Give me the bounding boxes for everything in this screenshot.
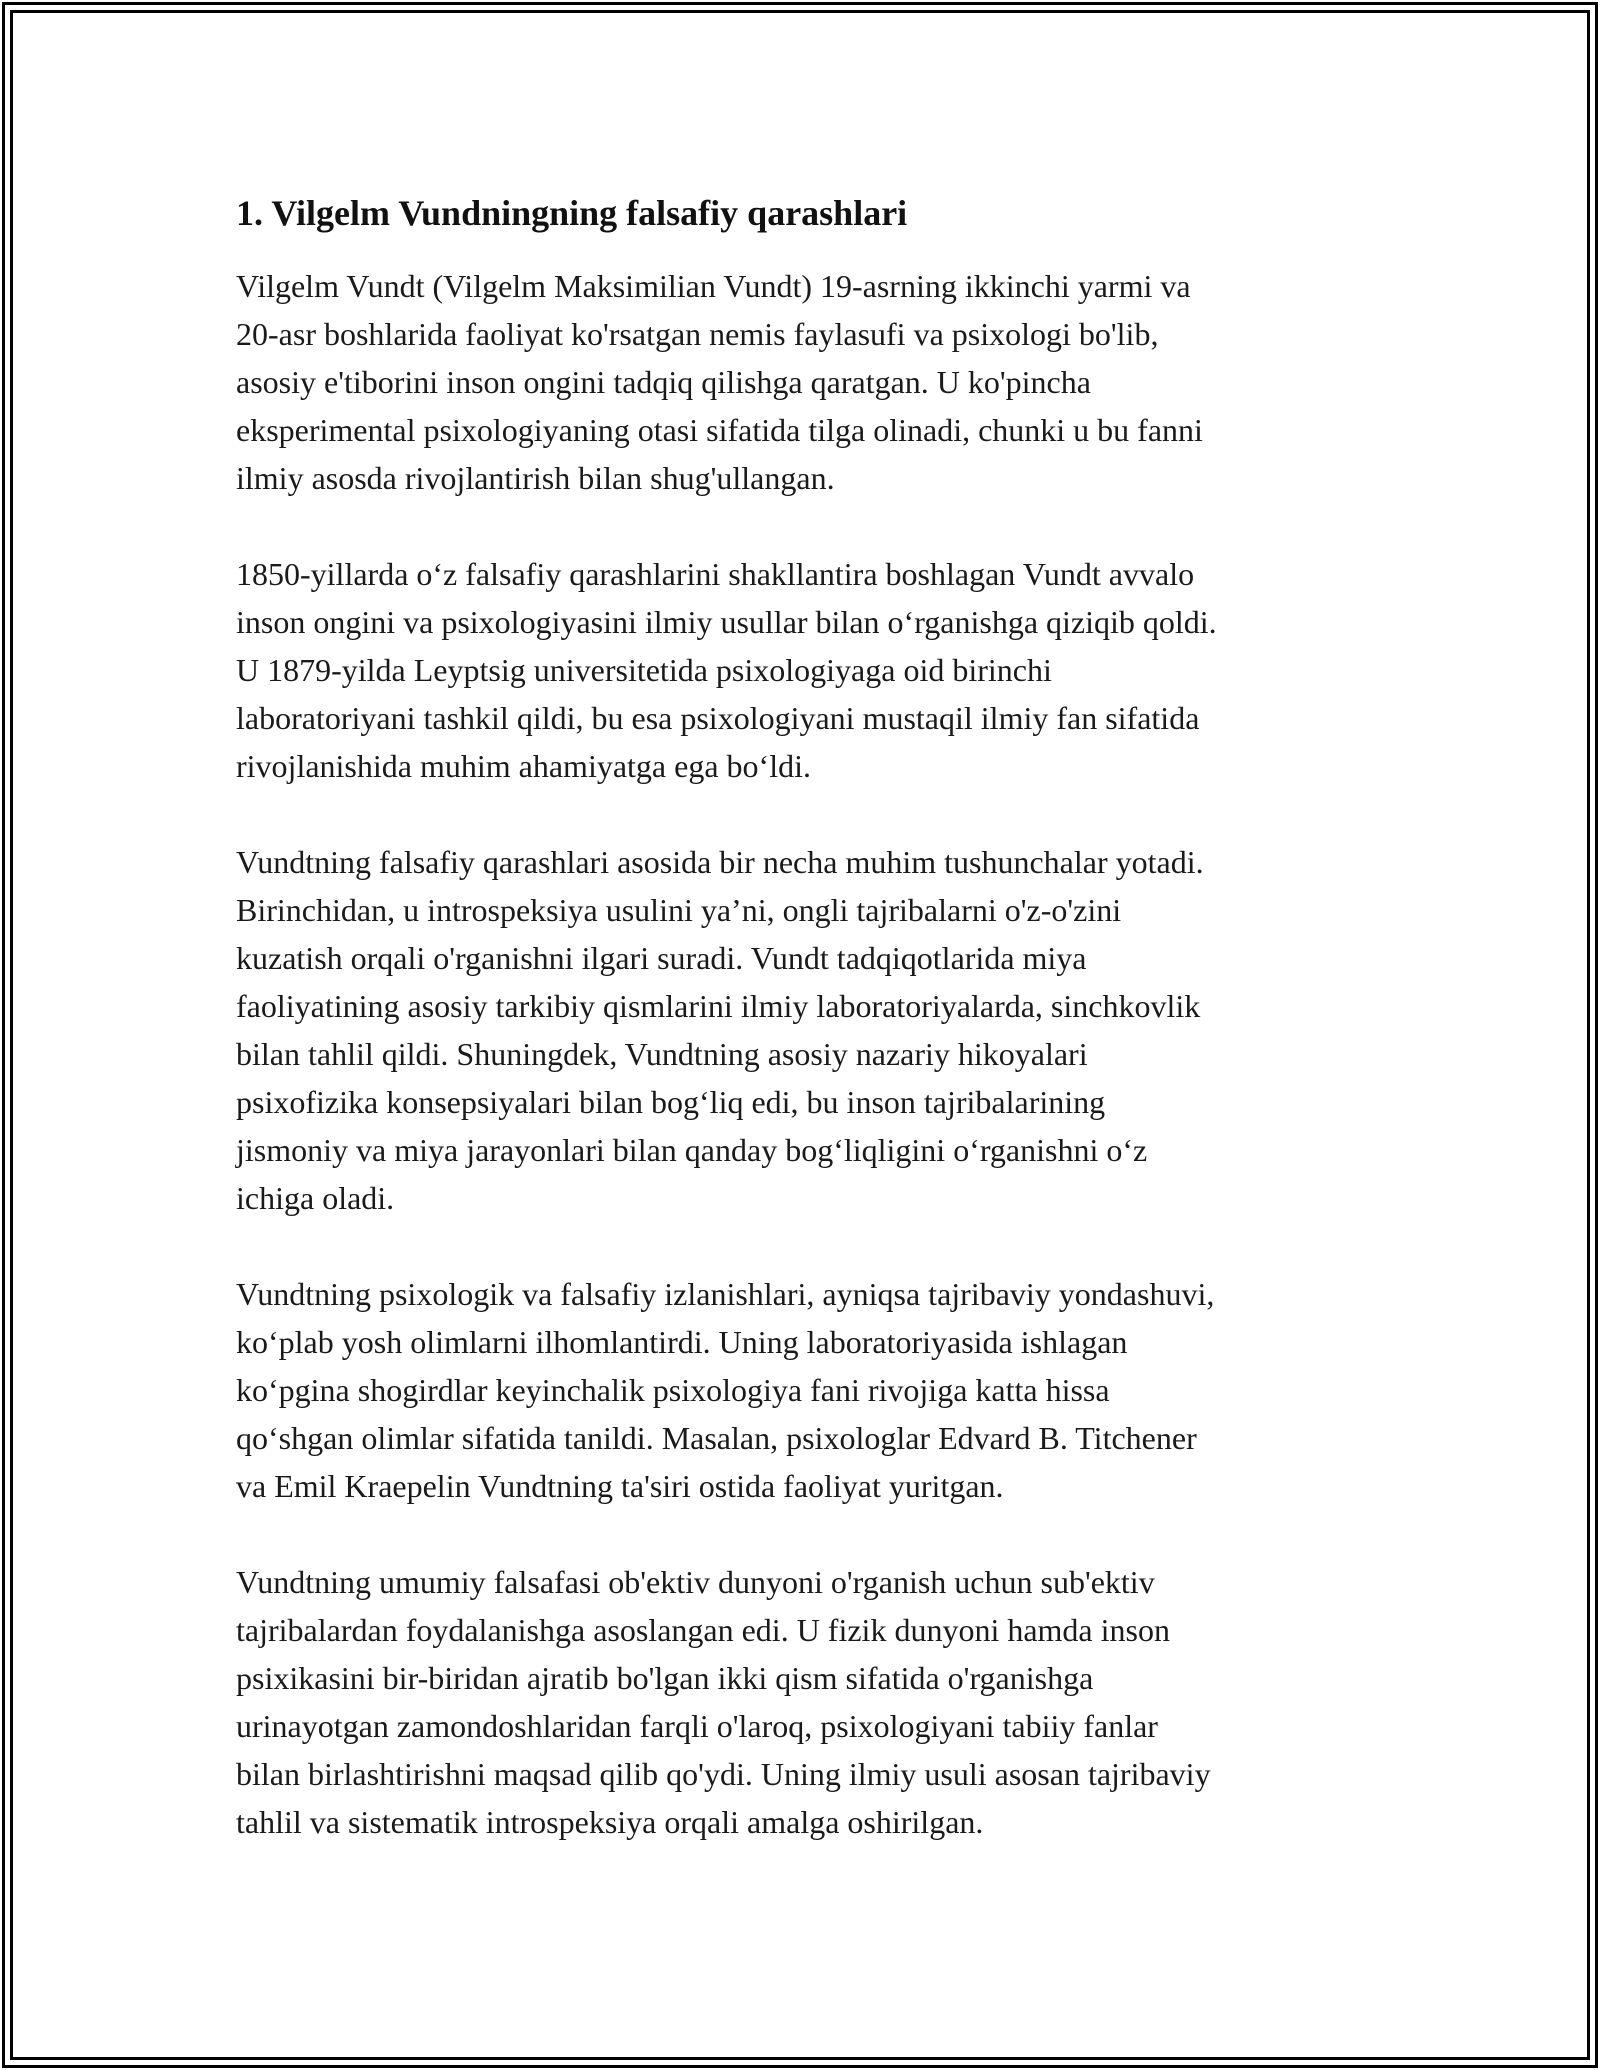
paragraph-3 <box>236 838 1386 1222</box>
text-line: qo‘shgan olimlar sifatida tanildi. Masalan, psixologlar Edvard B. Titchener <box>236 1420 1197 1456</box>
text-line: psixikasini bir-biridan ajratib bo'lgan ikki qism sifatida o'rganishga <box>236 1660 1094 1696</box>
text-line: Birinchidan, u introspeksiya usulini ya’ni, ongli tajribalarni o'z-o'zini <box>236 892 1122 928</box>
text-line: ko‘pgina shogirdlar keyinchalik psixologiya fani rivojiga katta hissa <box>236 1372 1110 1408</box>
text-line: Vilgelm Vundt (Vilgelm Maksimilian Vundt) 19-asrning ikkinchi yarmi va <box>236 268 1191 304</box>
text-line: asosiy e'tiborini inson ongini tadqiq qilishga qaratgan. U ko'pincha <box>236 364 1091 400</box>
text-line: Vundtning psixologik va falsafiy izlanishlari, ayniqsa tajribaviy yondashuvi, <box>236 1276 1215 1312</box>
text-line: ichiga oladi. <box>236 1180 395 1216</box>
text-line: psixofizika konsepsiyalari bilan bog‘liq edi, bu inson tajribalarining <box>236 1084 1106 1120</box>
text-line: ilmiy asosda rivojlantirish bilan shug'ullangan. <box>236 460 835 496</box>
text-line: urinayotgan zamondoshlaridan farqli o'laroq, psixologiyani tabiiy fanlar <box>236 1708 1158 1744</box>
text-line: Vundtning falsafiy qarashlari asosida bir necha muhim tushunchalar yotadi. <box>236 844 1204 880</box>
text-line: rivojlanishida muhim ahamiyatga ega bo‘ldi. <box>236 748 811 784</box>
text-line: tajribalardan foydalanishga asoslangan edi. U fizik dunyoni hamda inson <box>236 1612 1170 1648</box>
text-line: va Emil Kraepelin Vundtning ta'siri ostida faoliyat yuritgan. <box>236 1468 1004 1504</box>
document-title: 1. Vilgelm Vundningning falsafiy qarashlari <box>236 193 908 233</box>
text-line: kuzatish orqali o'rganishni ilgari suradi. Vundt tadqiqotlarida miya <box>236 940 1087 976</box>
text-line: bilan birlashtirishni maqsad qilib qo'ydi. Uning ilmiy usuli asosan tajribaviy <box>236 1756 1211 1792</box>
paragraph-2 <box>236 550 1386 790</box>
text-line: laboratoriyani tashkil qildi, bu esa psixologiyani mustaqil ilmiy fan sifatida <box>236 700 1200 736</box>
text-line: tahlil va sistematik introspeksiya orqali amalga oshirilgan. <box>236 1804 984 1840</box>
text-line: jismoniy va miya jarayonlari bilan qanday bog‘liqligini o‘rganishni o‘z <box>236 1132 1148 1168</box>
document-body <box>236 180 1386 1894</box>
text-line: ko‘plab yosh olimlarni ilhomlantirdi. Uning laboratoriyasida ishlagan <box>236 1324 1128 1360</box>
text-line: inson ongini va psixologiyasini ilmiy usullar bilan o‘rganishga qiziqib qoldi. <box>236 604 1217 640</box>
paragraph-1 <box>236 262 1386 502</box>
text-line: Vundtning umumiy falsafasi ob'ektiv dunyoni o'rganish uchun sub'ektiv <box>236 1564 1155 1600</box>
text-line: U 1879-yilda Leyptsig universitetida psixologiyaga oid birinchi <box>236 652 1052 688</box>
text-line: 1850-yillarda o‘z falsafiy qarashlarini shakllantira boshlagan Vundt avvalo <box>236 556 1195 592</box>
text-line: eksperimental psixologiyaning otasi sifatida tilga olinadi, chunki u bu fanni <box>236 412 1203 448</box>
text-line: faoliyatining asosiy tarkibiy qismlarini ilmiy laboratoriyalarda, sinchkovlik <box>236 988 1201 1024</box>
text-line: bilan tahlil qildi. Shuningdek, Vundtning asosiy nazariy hikoyalari <box>236 1036 1088 1072</box>
paragraph-4 <box>236 1270 1386 1510</box>
paragraph-5 <box>236 1558 1386 1846</box>
text-line: 20-asr boshlarida faoliyat ko'rsatgan nemis faylasufi va psixologi bo'lib, <box>236 316 1159 352</box>
